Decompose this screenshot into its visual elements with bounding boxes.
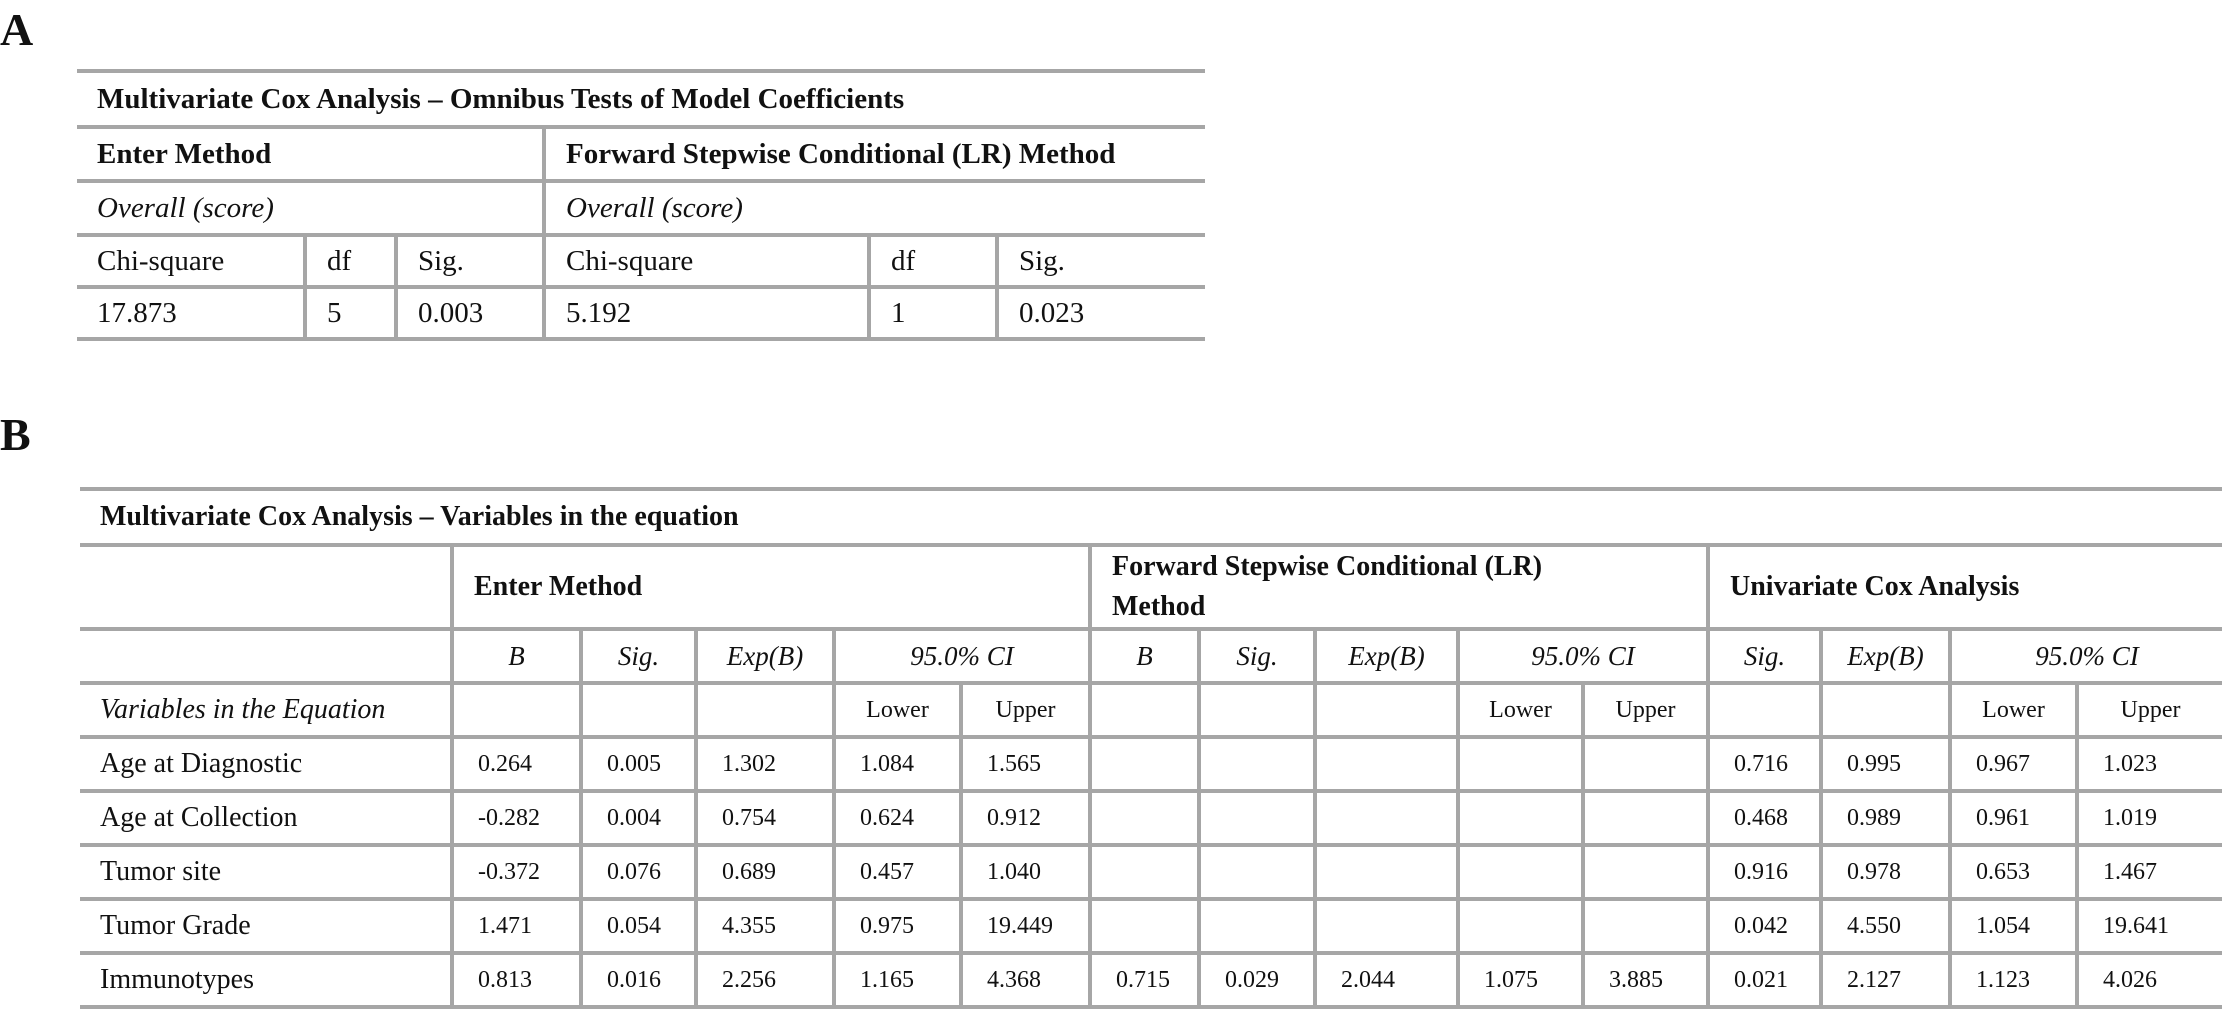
- col-header: Chi-square: [544, 235, 869, 287]
- value-cell: 0.042: [1708, 899, 1821, 953]
- table-row: [80, 845, 2222, 899]
- value-cell: 1.165: [834, 953, 961, 1007]
- variables-rows: [80, 737, 2222, 1007]
- ci-upper-header: Upper: [961, 683, 1090, 737]
- value-cell: [1090, 899, 1199, 953]
- value-cell: 19.641: [2077, 899, 2222, 953]
- value-cell: 0.023: [997, 287, 1205, 339]
- value-cell: 0.975: [834, 899, 961, 953]
- stat-header-ci: 95.0% CI: [1458, 629, 1708, 683]
- stat-header-expb: Exp(B): [696, 629, 834, 683]
- value-cell: 0.624: [834, 791, 961, 845]
- stat-header-ci: 95.0% CI: [1950, 629, 2222, 683]
- value-cell: 1.302: [696, 737, 834, 791]
- empty-header-cell: [80, 545, 452, 629]
- value-cell: 0.003: [396, 287, 544, 339]
- value-cell: [1199, 845, 1315, 899]
- variable-name: Age at Collection: [80, 791, 452, 845]
- ci-upper-header: Upper: [1583, 683, 1708, 737]
- value-cell: 3.885: [1583, 953, 1708, 1007]
- value-cell: 1.075: [1458, 953, 1583, 1007]
- ci-lower-header: Lower: [1458, 683, 1583, 737]
- value-cell: 1.123: [1950, 953, 2077, 1007]
- table-b-title: Multivariate Cox Analysis – Variables in the equation: [80, 489, 2222, 545]
- value-cell: 2.127: [1821, 953, 1950, 1007]
- value-cell: [1583, 899, 1708, 953]
- value-cell: 5: [305, 287, 396, 339]
- value-cell: 2.044: [1315, 953, 1458, 1007]
- enter-method-header: Enter Method: [77, 127, 544, 181]
- value-cell: 4.026: [2077, 953, 2222, 1007]
- value-cell: [1583, 737, 1708, 791]
- col-header: Chi-square: [77, 235, 305, 287]
- group-forward-method: Forward Stepwise Conditional (LR) Method: [1090, 545, 1708, 629]
- col-header: Sig.: [997, 235, 1205, 287]
- value-cell: [1315, 899, 1458, 953]
- panel-b-label: B: [0, 409, 31, 460]
- value-cell: [1315, 791, 1458, 845]
- value-cell: [1315, 845, 1458, 899]
- value-cell: [1090, 791, 1199, 845]
- stat-header-sig: Sig.: [1708, 629, 1821, 683]
- stat-header-b: B: [452, 629, 581, 683]
- value-cell: [1583, 791, 1708, 845]
- table-a-title: Multivariate Cox Analysis – Omnibus Tests of Model Coefficients: [77, 71, 1205, 127]
- value-cell: 0.916: [1708, 845, 1821, 899]
- value-cell: 0.716: [1708, 737, 1821, 791]
- value-cell: -0.372: [452, 845, 581, 899]
- col-header: df: [305, 235, 396, 287]
- omnibus-tests-table: [77, 69, 1205, 341]
- value-cell: [1458, 737, 1583, 791]
- value-cell: [1583, 845, 1708, 899]
- value-cell: 0.813: [452, 953, 581, 1007]
- variables-in-equation-table: [80, 487, 2222, 1009]
- value-cell: 0.989: [1821, 791, 1950, 845]
- col-header: Sig.: [396, 235, 544, 287]
- value-cell: 1.019: [2077, 791, 2222, 845]
- value-cell: 0.076: [581, 845, 696, 899]
- group-univariate: Univariate Cox Analysis: [1708, 545, 2222, 629]
- value-cell: 0.967: [1950, 737, 2077, 791]
- forward-method-header: Forward Stepwise Conditional (LR) Method: [544, 127, 1205, 181]
- group-enter-method: Enter Method: [452, 545, 1090, 629]
- value-cell: 17.873: [77, 287, 305, 339]
- overall-score-left: Overall (score): [77, 181, 544, 235]
- value-cell: [1090, 737, 1199, 791]
- stat-header-expb: Exp(B): [1821, 629, 1950, 683]
- table-row: [80, 899, 2222, 953]
- value-cell: 0.754: [696, 791, 834, 845]
- value-cell: 1.471: [452, 899, 581, 953]
- stat-header-ci: 95.0% CI: [834, 629, 1090, 683]
- ci-lower-header: Lower: [1950, 683, 2077, 737]
- value-cell: 0.004: [581, 791, 696, 845]
- value-cell: 0.468: [1708, 791, 1821, 845]
- stat-header-sig: Sig.: [581, 629, 696, 683]
- variable-name: Tumor site: [80, 845, 452, 899]
- value-cell: [1458, 899, 1583, 953]
- value-cell: 1.040: [961, 845, 1090, 899]
- value-cell: 1: [869, 287, 997, 339]
- value-cell: 1.023: [2077, 737, 2222, 791]
- value-cell: [1458, 791, 1583, 845]
- value-cell: 0.264: [452, 737, 581, 791]
- empty-header-cell: [80, 629, 452, 683]
- ci-lower-header: Lower: [834, 683, 961, 737]
- value-cell: [1199, 791, 1315, 845]
- variable-name: Tumor Grade: [80, 899, 452, 953]
- value-cell: [1199, 899, 1315, 953]
- value-cell: 0.457: [834, 845, 961, 899]
- value-cell: [1199, 737, 1315, 791]
- ci-upper-header: Upper: [2077, 683, 2222, 737]
- value-cell: 19.449: [961, 899, 1090, 953]
- stat-header-b: B: [1090, 629, 1199, 683]
- overall-score-right: Overall (score): [544, 181, 1205, 235]
- value-cell: 0.029: [1199, 953, 1315, 1007]
- value-cell: 0.016: [581, 953, 696, 1007]
- value-cell: 5.192: [544, 287, 869, 339]
- value-cell: 0.715: [1090, 953, 1199, 1007]
- value-cell: 1.565: [961, 737, 1090, 791]
- value-cell: 0.689: [696, 845, 834, 899]
- stat-header-sig: Sig.: [1199, 629, 1315, 683]
- variable-name: Age at Diagnostic: [80, 737, 452, 791]
- panel-a-label: A: [0, 4, 34, 55]
- row-label-header: Variables in the Equation: [80, 683, 452, 737]
- value-cell: 4.550: [1821, 899, 1950, 953]
- value-cell: 0.005: [581, 737, 696, 791]
- value-cell: [1315, 737, 1458, 791]
- value-cell: 0.021: [1708, 953, 1821, 1007]
- value-cell: 0.912: [961, 791, 1090, 845]
- value-cell: 2.256: [696, 953, 834, 1007]
- value-cell: [1458, 845, 1583, 899]
- value-cell: 4.355: [696, 899, 834, 953]
- stat-header-expb: Exp(B): [1315, 629, 1458, 683]
- value-cell: 1.467: [2077, 845, 2222, 899]
- variable-name: Immunotypes: [80, 953, 452, 1007]
- value-cell: 0.961: [1950, 791, 2077, 845]
- table-row: [80, 791, 2222, 845]
- table-row: [80, 737, 2222, 791]
- value-cell: 1.054: [1950, 899, 2077, 953]
- value-cell: [1090, 845, 1199, 899]
- value-cell: 1.084: [834, 737, 961, 791]
- value-cell: 0.978: [1821, 845, 1950, 899]
- value-cell: 4.368: [961, 953, 1090, 1007]
- value-cell: -0.282: [452, 791, 581, 845]
- value-cell: 0.653: [1950, 845, 2077, 899]
- value-cell: 0.995: [1821, 737, 1950, 791]
- col-header: df: [869, 235, 997, 287]
- value-cell: 0.054: [581, 899, 696, 953]
